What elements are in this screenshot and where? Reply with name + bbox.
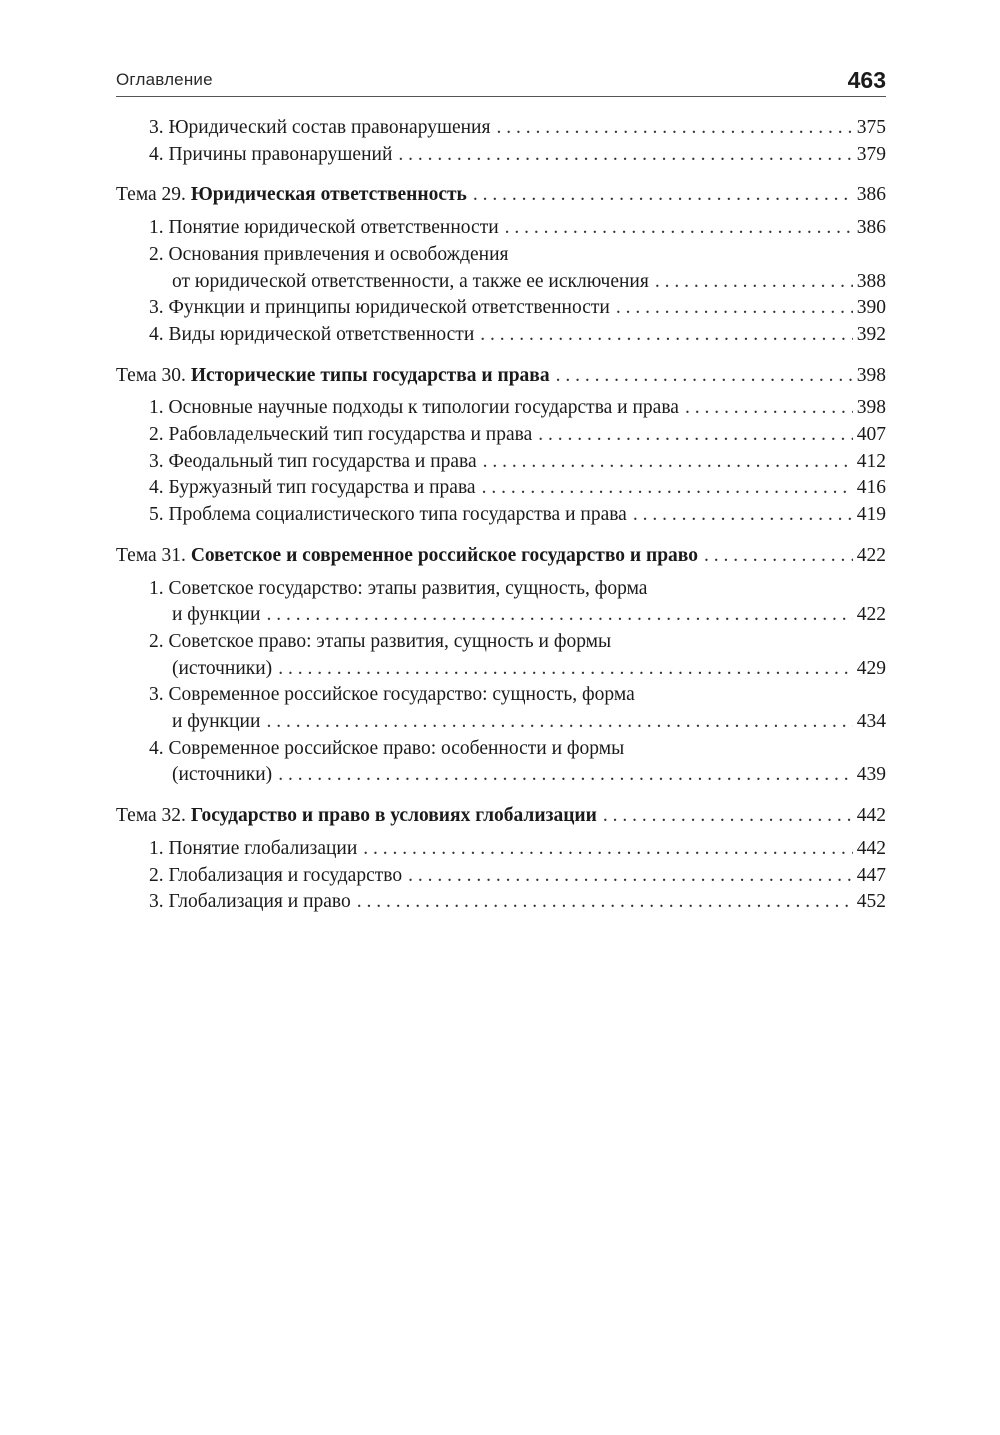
theme-heading (116, 363, 550, 390)
page-number: 463 (847, 67, 886, 93)
dot-leader (538, 422, 853, 449)
toc-entry[interactable] (116, 709, 886, 736)
toc-entry-page: 379 (856, 143, 886, 165)
toc-theme-31[interactable] (116, 543, 886, 570)
toc-theme-32[interactable] (116, 803, 886, 830)
toc-entry-page: 390 (856, 297, 886, 319)
toc-entry[interactable] (116, 422, 886, 449)
running-header (116, 62, 886, 97)
toc-entry-continuation: от юридической ответственности, а также ее исключения (172, 270, 649, 292)
dot-leader (473, 182, 853, 209)
theme-page: 422 (856, 544, 886, 566)
toc-entry[interactable] (116, 295, 886, 322)
table-of-contents (116, 115, 886, 916)
toc-entry-continuation: (источники) (172, 657, 273, 679)
toc-entry-first-line[interactable]: 2. Советское право: этапы развития, сущность и формы (149, 630, 612, 652)
toc-entry-page: 439 (856, 764, 886, 786)
theme-page: 386 (856, 184, 886, 206)
dot-leader (357, 889, 853, 916)
theme-title: Советское и современное российское государство и право (190, 544, 698, 566)
dot-leader (704, 543, 853, 570)
toc-entry-page: 407 (856, 424, 886, 446)
toc-entry-continuation: и функции (172, 604, 261, 626)
dot-leader (655, 269, 853, 296)
toc-entry[interactable] (116, 395, 886, 422)
toc-entry-page: 412 (856, 450, 886, 472)
toc-entry-title: 2. Глобализация и государство (149, 864, 403, 886)
toc-entry-title: 1. Понятие юридической ответственности (149, 217, 499, 239)
toc-entry-title: 3. Глобализация и право (149, 891, 351, 913)
theme-heading (116, 803, 597, 830)
theme-title: Государство и право в условиях глобализации (190, 805, 597, 827)
toc-entry[interactable] (116, 475, 886, 502)
toc-entry-first-line[interactable]: 4. Современное российское право: особенности и формы (149, 737, 625, 759)
dot-leader (616, 295, 853, 322)
toc-entry[interactable] (116, 889, 886, 916)
toc-entry-first-line[interactable]: 3. Современное российское государство: сущность, форма (149, 684, 635, 706)
dot-leader (603, 803, 853, 830)
toc-entry-title: 4. Причины правонарушений (149, 143, 393, 165)
book-page (116, 62, 886, 916)
theme-page: 398 (856, 364, 886, 386)
theme-label: Тема 29. (116, 184, 186, 206)
toc-entry[interactable] (116, 863, 886, 890)
toc-theme-30[interactable] (116, 363, 886, 390)
theme-page: 442 (856, 805, 886, 827)
toc-entry[interactable] (116, 215, 886, 242)
dot-leader (278, 656, 853, 683)
toc-entry-title: 4. Виды юридической ответственности (149, 323, 475, 345)
dot-leader (408, 863, 853, 890)
toc-entry-page: 442 (856, 837, 886, 859)
toc-entry[interactable] (116, 836, 886, 863)
toc-entry[interactable] (116, 762, 886, 789)
toc-entry-title: 3. Юридический состав правонарушения (149, 117, 491, 138)
toc-entry-page: 419 (856, 504, 886, 526)
toc-entry[interactable] (116, 502, 886, 529)
theme-label: Тема 31. (116, 544, 186, 566)
dot-leader (505, 215, 853, 242)
toc-entry-page: 386 (856, 217, 886, 239)
toc-entry[interactable] (116, 142, 886, 169)
toc-entry-page: 452 (856, 891, 886, 913)
toc-entry-page: 416 (856, 477, 886, 499)
dot-leader (278, 762, 853, 789)
dot-leader (482, 475, 853, 502)
toc-entry-title: 1. Понятие глобализации (149, 837, 358, 859)
dot-leader (363, 836, 852, 863)
toc-entry[interactable] (116, 322, 886, 349)
dot-leader (398, 142, 852, 169)
toc-entry-page: 388 (856, 270, 886, 292)
toc-entry-first-line[interactable]: 2. Основания привлечения и освобождения (149, 243, 509, 265)
toc-entry-page: 434 (856, 711, 886, 733)
toc-theme-29[interactable] (116, 182, 886, 209)
toc-entry[interactable] (116, 602, 886, 629)
toc-entry-title: 1. Основные научные подходы к типологии государства и права (149, 397, 679, 419)
toc-entry-title: 3. Функции и принципы юридической ответственности (149, 297, 610, 319)
toc-entry-continuation: (источники) (172, 764, 273, 786)
dot-leader (685, 395, 853, 422)
toc-entry[interactable] (116, 656, 886, 683)
toc-entry[interactable] (116, 449, 886, 476)
toc-entry-page: 429 (856, 657, 886, 679)
toc-entry[interactable] (116, 269, 886, 296)
dot-leader (266, 709, 852, 736)
dot-leader (556, 363, 853, 390)
toc-entry-page: 398 (856, 397, 886, 419)
theme-title: Юридическая ответственность (190, 184, 467, 206)
running-title: Оглавление (116, 70, 213, 89)
toc-entry-continuation: и функции (172, 711, 261, 733)
toc-entry-page: 447 (856, 864, 886, 886)
toc-entry-title: 3. Феодальный тип государства и права (149, 450, 477, 472)
toc-entry-title: 4. Буржуазный тип государства и права (149, 477, 476, 499)
theme-title: Исторические типы государства и права (190, 364, 550, 386)
toc-entry-page: 392 (856, 323, 886, 345)
toc-entry-page: 422 (856, 604, 886, 626)
theme-label: Тема 30. (116, 364, 186, 386)
toc-entry-title: 5. Проблема социалистического типа государства и права (149, 504, 627, 526)
dot-leader (496, 115, 852, 142)
dot-leader (480, 322, 852, 349)
dot-leader (266, 602, 852, 629)
toc-entry-first-line[interactable]: 1. Советское государство: этапы развития, сущность, форма (149, 577, 648, 599)
dot-leader (633, 502, 853, 529)
dot-leader (483, 449, 853, 476)
theme-heading (116, 543, 698, 570)
theme-heading (116, 182, 467, 209)
toc-entry[interactable] (116, 115, 886, 142)
toc-entry-page: 375 (856, 117, 886, 138)
theme-label: Тема 32. (116, 805, 186, 827)
toc-entry-title: 2. Рабовладельческий тип государства и права (149, 424, 533, 446)
